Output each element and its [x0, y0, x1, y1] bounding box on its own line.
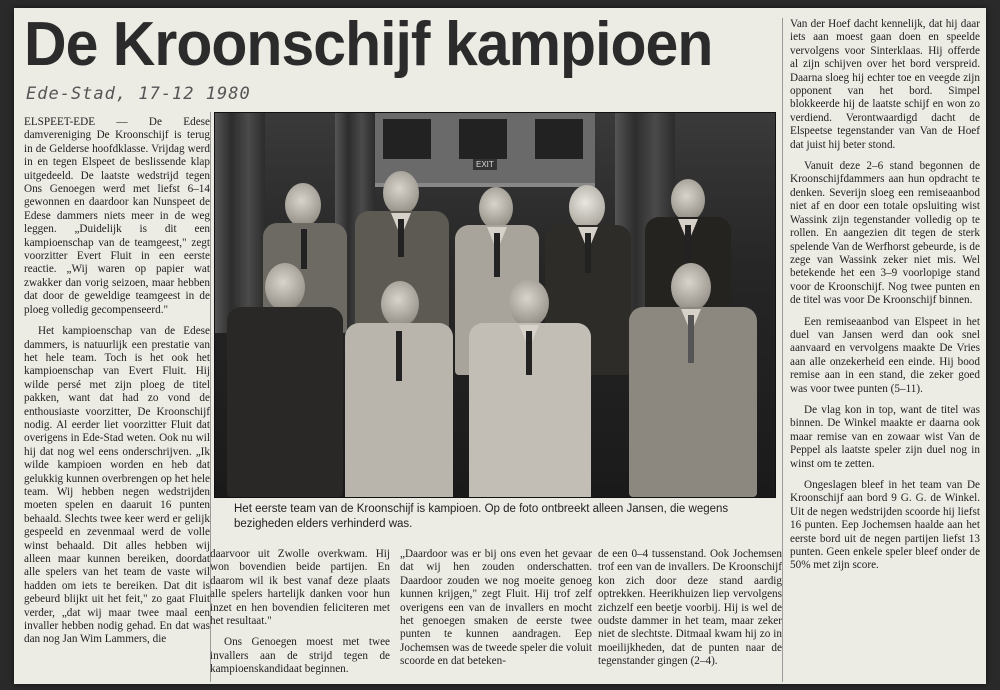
right-paragraph-1: Van der Hoef dacht kennelijk, dat hij daar iets aan moest gaan doen en speelde vervolgens voor Sinterklaas. Hij offerde al zijn schijven over het bord verspreid. Daarna sloeg hij echter toe en veegde zijn opponent van het bord. Simpel blokkeerde hij de laatste schijf en won zo verdiend. Verontwaardigd dacht de Elspeetse tegenstander van Van de Hoef dat juist hij beter stond. [790, 18, 980, 151]
column-divider [782, 18, 783, 682]
right-column [790, 18, 980, 680]
bottom1-paragraph-1: daarvoor uit Zwolle overkwam. Hij won bovendien beide partijen. En daarom wil ik best vanaf deze plaats alle spelers hartelijk danken voor hun inzet en hen bovendien feliciteren met het resultaat." [210, 548, 390, 628]
left-column [24, 116, 210, 680]
photo-caption: Het eerste team van de Kroonschijf is kampioen. Op de foto ontbreekt alleen Jansen, die wegens bezigheden elders verhinderd was. [234, 503, 729, 530]
bottom-column-1 [210, 548, 390, 682]
exit-sign: EXIT [473, 159, 497, 170]
right-paragraph-3: Een remiseaanbod van Elspeet in het duel van Jansen werd dan ook snel aanvaard en vervolgens maakte De Vries aan alle onzekerheid een einde. Hij bood remise aan in een stand, die zeker goed was voor twee punten (5–11). [790, 315, 980, 395]
headline: De Kroonschijf kampioen [24, 10, 713, 79]
right-paragraph-5: Ongeslagen bleef in het team van De Kroonschijf aan bord 9 G. G. de Winkel. Uit de negen wedstrijden scoorde hij liefst 16 punten. Eep Jochemsen haalde aan het eerste bord uit de negen partijen liefst 13 punten. Geen enkele speler bleef onder de 50% met zijn score. [790, 479, 980, 572]
newspaper-clipping [14, 8, 986, 684]
bottom-column-2 [400, 548, 592, 682]
left-paragraph-2: Het kampioenschap van de Edese dammers, is natuurlijk een prestatie van het hele team. Toch is het ook het kampioenschap van Evert Fluit. Hij wilde persé met zijn ploeg de titel pakken, want dat had zo vond de enthousiaste voorzitter, De Kroonschijf nodig. Al eerder liet voorzitter Fluit dat overigens in Ede-Stad weten. Ook nu wil hij dat nog wel eens onderschrijven. „Ik wilde kampioen worden en heb dat gelukkig kunnen overbrengen op het hele team. Wij hebben negen wedstrijden moeten spelen en daaruit 16 punten behaald. Slechts twee keer werd er gelijk gespeeld en zevenmaal werd de volle winst behaald. Dit alles hebben wij alleen maar kunnen bereiken, doordat alle spelers van het team de vaste wil hadden om iets te bereiken. Dat dit is gebeurd blijkt uit het feit," zo gaat Fluit verder, „dat wij maar twee maal een invaller hebben nodig gehad. En dat was dan nog Jan Wim Lammers, die [24, 325, 210, 646]
team-photo [214, 112, 776, 498]
right-paragraph-4: De vlag kon in top, want de titel was binnen. De Winkel maakte er daarna ook maar remise van en zowaar wist Van de Peppel als laatste speler zijn duel nog in winst om te zetten. [790, 403, 980, 470]
bottom2-paragraph-1: „Daardoor was er bij ons even het gevaar dat wij hen zouden onderschatten. Daardoor zouden we nog moeite genoeg kunnen krijgen," zegt Fluit. Hij trof zelf overigens een van de invallers en mocht het genoegen smaken de eerste twee punten te kunnen aandragen. Eep Jochemsen was de tweede speler die voluit scoorde en dat beteken- [400, 548, 592, 668]
right-paragraph-2: Vanuit deze 2–6 stand begonnen de Kroonschijfdammers aan hun opdracht te denken. Severijn sloeg een remiseaanbod niet af en door een totale opsluiting wist Wassink zijn tegenstander volledig op te rollen. En aangezien dit tegen de sterk spelende Van de Werfhorst gebeurde, is de zege van Wassink zeker niet mis. Wel betekende het een 3–9 voorlopige stand voor de Kroonschijf. Nog twee punten en de titel was voor De Kroonschijf binnen. [790, 160, 980, 307]
curtain-left [215, 113, 265, 333]
bottom1-paragraph-2: Ons Genoegen moest met twee invallers aan de strijd tegen de kampioenskandidaat beginnen. [210, 636, 390, 676]
bottom3-paragraph-1: de een 0–4 tussenstand. Ook Jochemsen trof een van de invallers. De Kroonschijf kon zich door deze stand aardig optrekken. Heerikhuizen liep vervolgens zichzelf een beetje voorbij. Hij is wel de oudste dammer in het team, maar zeker niet de slechtste. Ditmaal kwam hij zo in moeilijkheden, dat de punten naar de tegenstander gingen (2–4). [598, 548, 782, 668]
bottom-column-3 [598, 548, 782, 682]
left-paragraph-1: ELSPEET-EDE — De Edese damvereniging De Kroonschijf is terug in de Gelderse hoofdklasse. Vrijdag werd in en tegen Elspeet de beslissende klap uitgedeeld. De laatste wedstrijd tegen Ons Genoegen werd met liefst 6–14 gewonnen en daardoor kan Nunspeet de Edese dammers niets meer in de weg leggen. „Duidelijk is dit een kampioenschap van de teamgeest," zegt voorzitter Evert Fluit in een eerste reactie. „Wij waren op papier wat zwakker dan vorig seizoen, maar hebben dat door de geweldige teamgeest in de ploeg volledig gecompenseerd." [24, 116, 210, 316]
handwritten-date-note: Ede-Stad, 17-12 1980 [26, 84, 251, 104]
